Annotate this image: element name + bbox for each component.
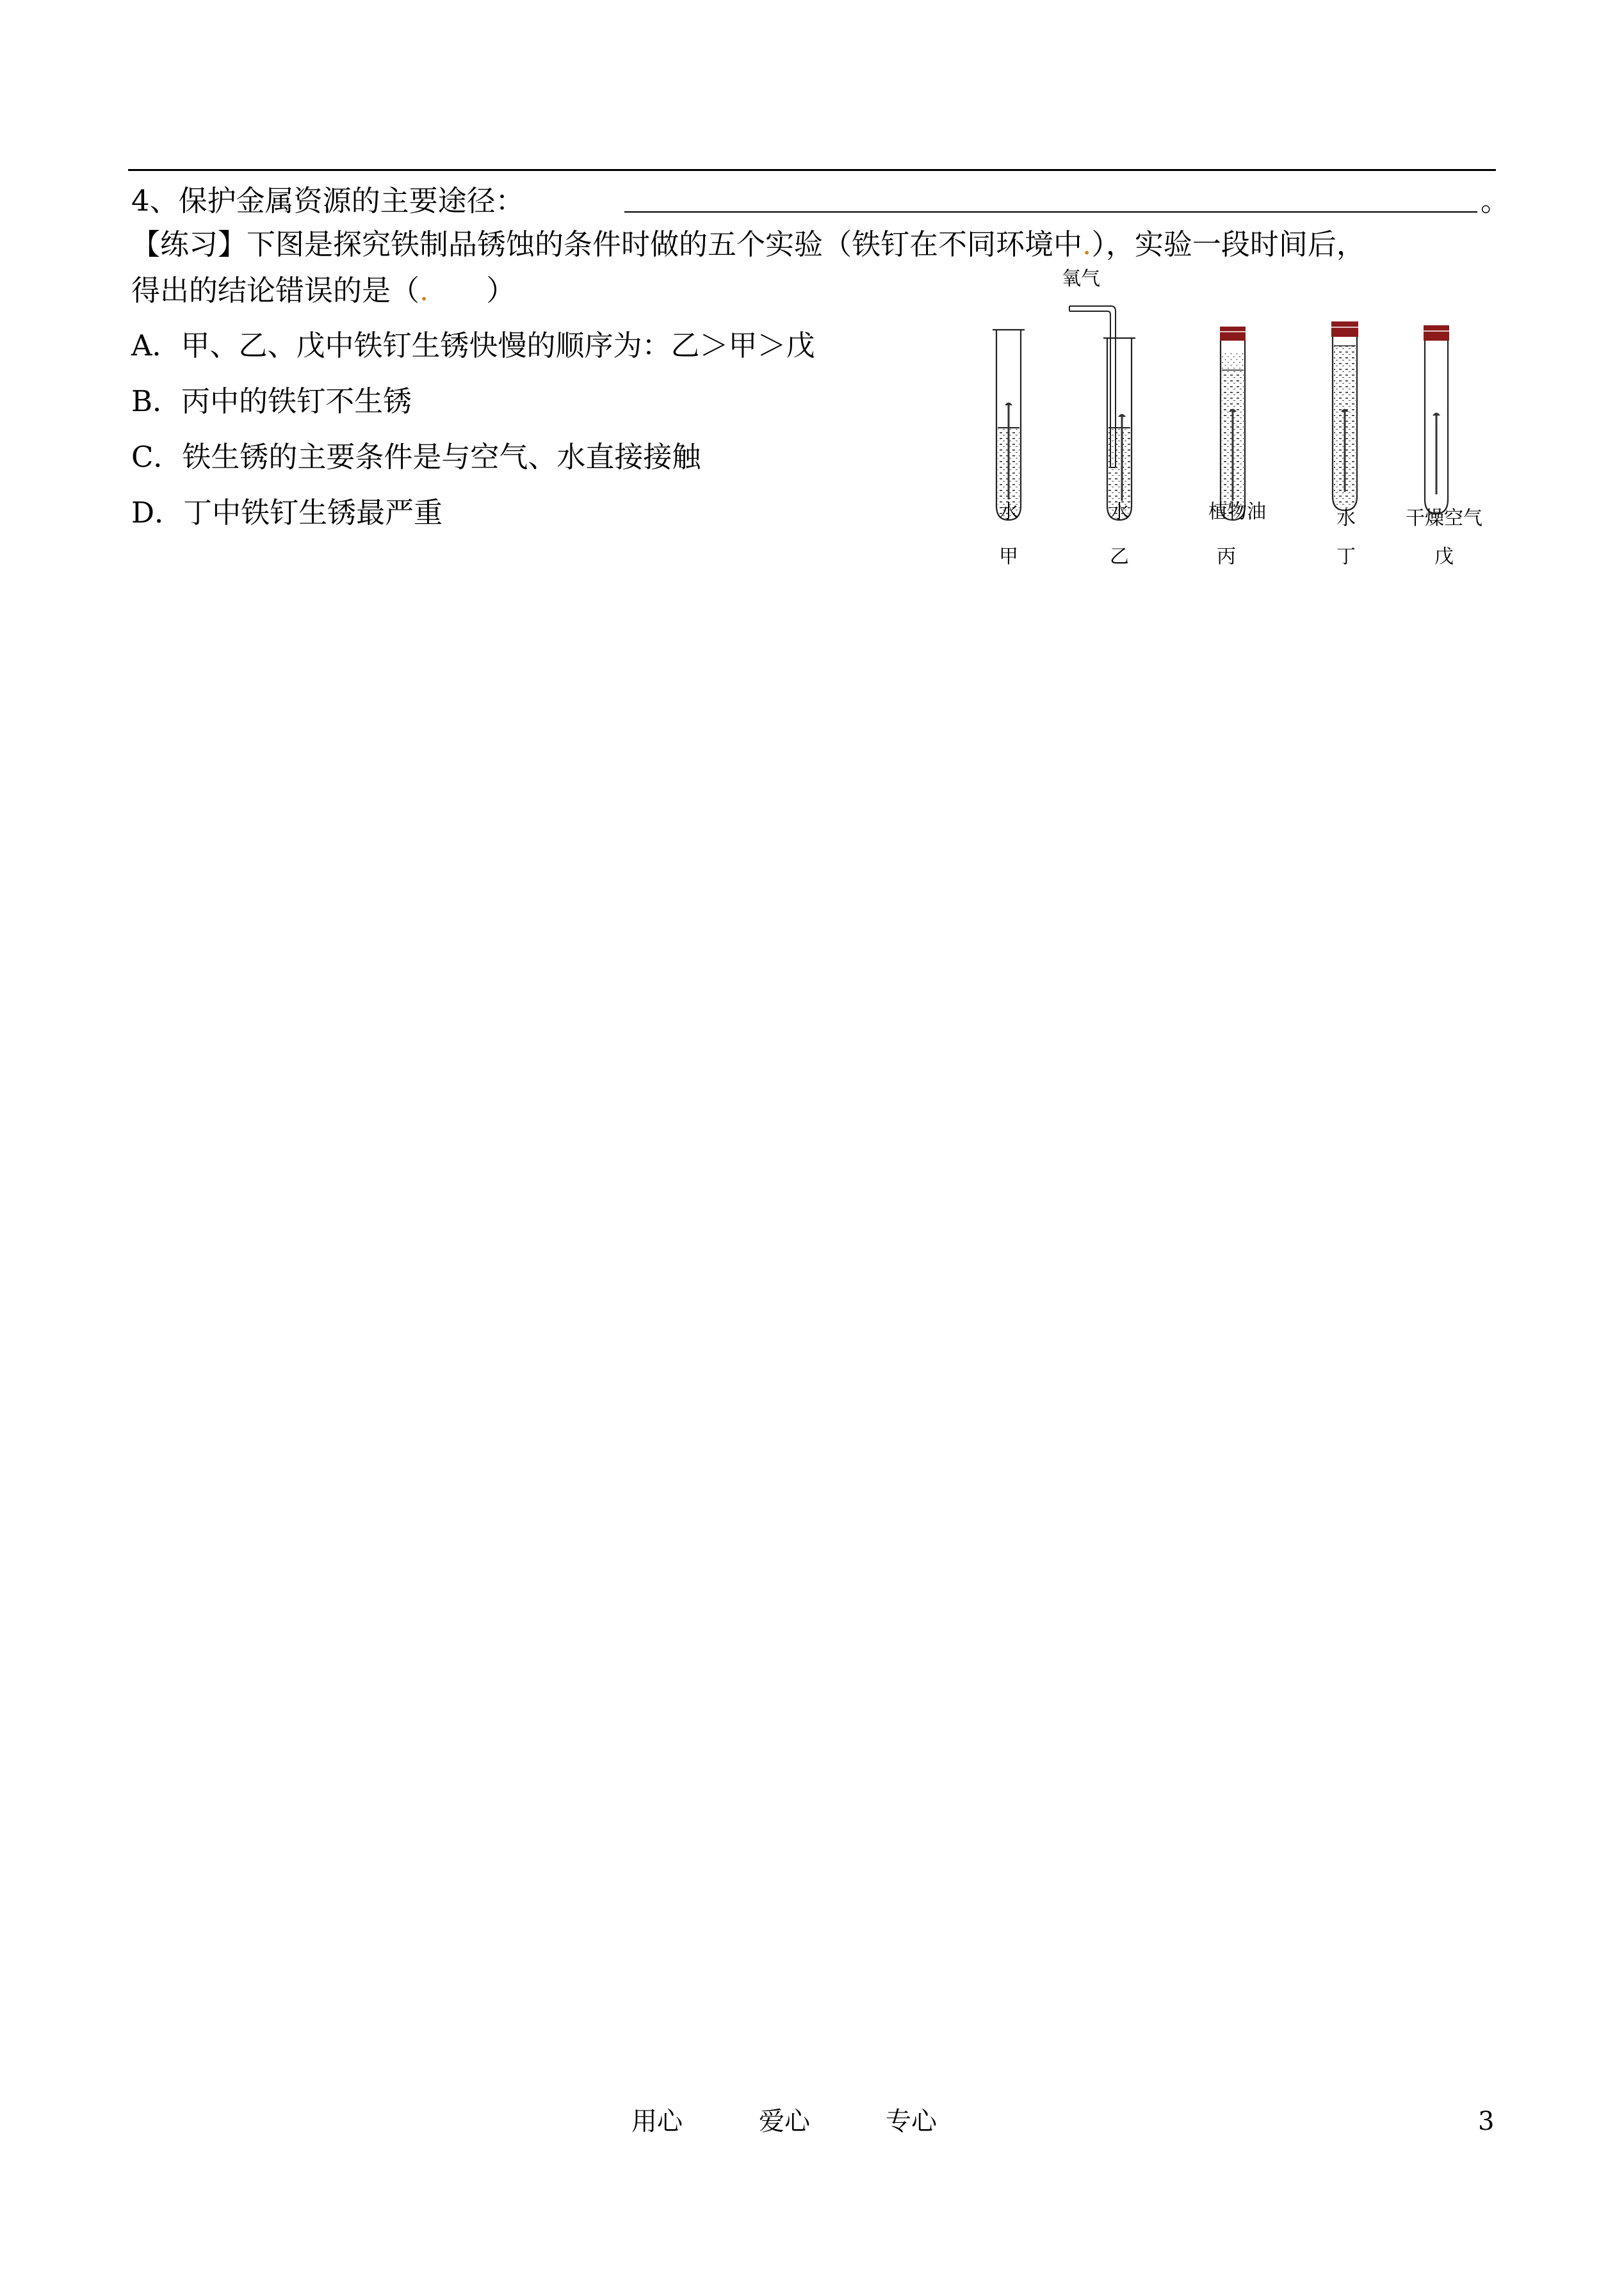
tube-ding-name: 丁 <box>1336 546 1356 568</box>
tube-bing <box>1220 327 1246 520</box>
test-tubes-diagram <box>973 263 1505 589</box>
tube-jia-name: 甲 <box>999 546 1018 568</box>
exercise-stem-part-1: 下图是探究铁制品锈蚀的条件时做的五个实验（铁钉在不同环境中 <box>247 227 1083 261</box>
stopper-wu <box>1424 325 1449 341</box>
exercise-tag: 【练习】 <box>131 227 247 261</box>
tube-bing-medium: 植物油 <box>1208 501 1266 523</box>
exercise-stem-part-2: ），实验一段时间后， <box>1091 227 1365 261</box>
tube-yi <box>1069 306 1135 520</box>
footer-motto-2: 爱心 <box>759 2107 810 2136</box>
footer-motto-3: 专心 <box>886 2107 937 2136</box>
tube-yi-medium: 水 <box>1110 501 1129 523</box>
rust-experiment-figure <box>973 263 1505 589</box>
header-rule <box>128 169 1496 171</box>
exercise-stem-line-1 <box>131 225 1365 264</box>
page-number: 3 <box>1478 2107 1495 2136</box>
tube-wu-name: 戊 <box>1434 546 1454 568</box>
oxygen-label: 氧气 <box>1062 268 1100 290</box>
option-a: A．甲、乙、戊中铁钉生锈快慢的顺序为：乙＞甲＞戊 <box>131 328 815 362</box>
orange-dot-2: . <box>419 273 429 307</box>
tube-jia <box>993 330 1025 520</box>
option-d: D．丁中铁钉生锈最严重 <box>131 496 443 530</box>
tube-yi-name: 乙 <box>1110 546 1129 568</box>
answer-blank <box>624 211 1477 213</box>
exercise-stem-question: 得出的结论错误的是（ <box>131 273 420 307</box>
stopper-ding <box>1331 321 1358 337</box>
option-b: B．丙中的铁钉不生锈 <box>131 384 412 418</box>
item-4-end: 。 <box>1481 184 1510 218</box>
tube-ding-medium: 水 <box>1336 507 1356 530</box>
stopper-bing <box>1220 327 1246 341</box>
footer-motto-1: 用心 <box>631 2107 683 2136</box>
tube-jia-medium: 水 <box>999 501 1018 523</box>
exercise-stem-bracket: ） <box>428 273 516 307</box>
tube-wu <box>1424 325 1449 514</box>
tube-wu-medium: 干燥空气 <box>1406 507 1482 530</box>
orange-dot-1: . <box>1082 227 1092 261</box>
tube-ding <box>1331 321 1358 510</box>
item-4-text: 4、保护金属资源的主要途径： <box>131 184 524 218</box>
option-c: C．铁生锈的主要条件是与空气、水直接接触 <box>131 440 701 474</box>
exercise-stem-line-2 <box>131 272 515 310</box>
tube-bing-name: 丙 <box>1217 546 1236 568</box>
